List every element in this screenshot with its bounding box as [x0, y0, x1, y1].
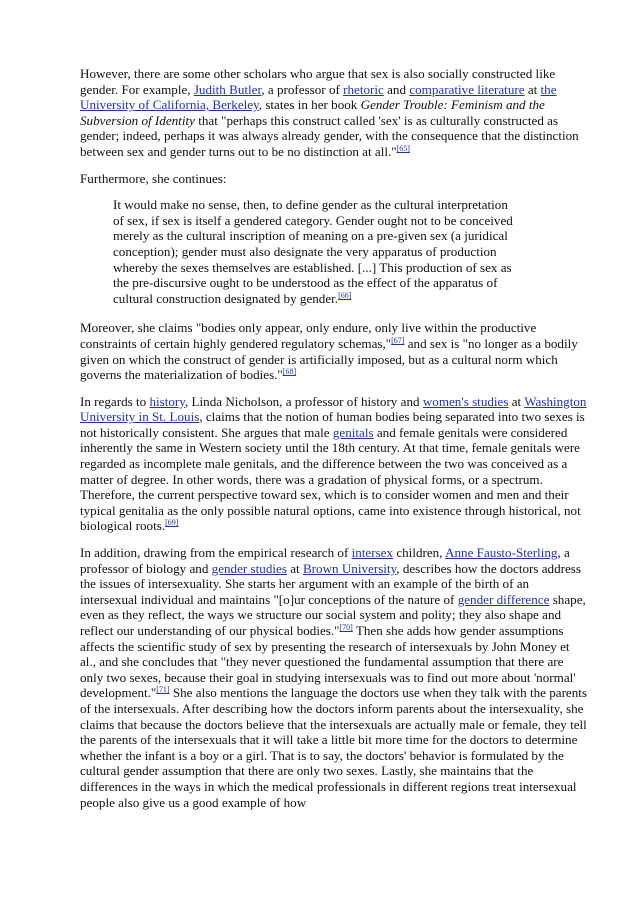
link-judith-butler[interactable]: Judith Butler — [193, 81, 262, 97]
link-intersex[interactable]: intersex — [351, 545, 394, 561]
citation-71[interactable]: [71] — [156, 685, 170, 695]
citation-68[interactable]: [68] — [282, 367, 297, 377]
paragraph-bodies: Moreover, she claims "bodies only appear, only endure, only live within the productive constraints of certain highly gendered regulatory schemas,"[67] and sex is "no longer as a bodily given on which the construct of gender is artificially imposed, but as a cultural norm which governs the materialization of bodies."[68] — [80, 320, 578, 383]
link-uc-berkeley[interactable]: the University of California, Berkeley — [80, 81, 557, 113]
paragraph-history: In regards to history, Linda Nicholson, a professor of history and women's studies at Washington University in St. Louis, claims that the notion of human bodies being separated into two sexes is not historically consistent. She argues that male genitals and female genitals were considered inherently the same in Western society until the 18th century. At that time, female genitals were regarded as incomplete male genitals, and the difference between the two was conceived as a matter of degree. In other words, there was a gradation of physical forms, or a spectrum. Therefore, the current perspective toward sex, which is to consider women and men and their typical genitalia as the only possible natural options, came into existence through historical, not biological roots.[69] — [80, 393, 587, 534]
paragraph-butler-intro: However, there are some other scholars who argue that sex is also socially constructed like gender. For example, Judith Butler, a professor of rhetoric and comparative literature at the University of California, Berkeley, states in her book Gender Trouble: Feminism and the Subversion of Identity that "perhaps this construct called 'sex' is as culturally constructed as gender; indeed, perhaps it was always already gender, with the consequence that the distinction between sex and gender turns out to be no distinction at all."[65] — [80, 66, 579, 159]
citation-67[interactable]: [67] — [391, 335, 405, 345]
link-rhetoric[interactable]: rhetoric — [343, 81, 384, 97]
book-title: Gender Trouble: Feminism and the Subversion of Identity — [80, 97, 545, 128]
link-genitals[interactable]: genitals — [332, 424, 374, 440]
citation-70[interactable]: [70] — [339, 623, 353, 632]
link-comparative-literature[interactable]: comparative literature — [409, 81, 525, 97]
link-history[interactable]: history — [149, 393, 185, 409]
citation-65[interactable]: [65] — [396, 143, 410, 153]
paragraph-continues: Furthermore, she continues: — [80, 170, 227, 186]
citation-66[interactable]: [66] — [338, 290, 352, 300]
link-washington-university[interactable]: Washington University in St. Louis — [80, 393, 587, 425]
link-womens-studies[interactable]: women's studies — [422, 393, 509, 409]
block-quote: It would make no sense, then, to define gender as the cultural interpretation of sex, if sex is itself a gendered category. Gender ought not to be conceived merely as the cultural inscription of meaning on a pre-given sex (a juridical conception); gender must also designate the very apparatus of production whereby the sexes themselves are established. [...] This production of sex as the pre-discursive ought to be understood as the effect of the apparatus of cultural construction designated by gender.[66] — [113, 197, 513, 306]
link-gender-studies[interactable]: gender studies — [211, 560, 287, 576]
citation-69[interactable]: [69] — [165, 518, 179, 528]
link-anne-fausto-sterling[interactable]: Anne Fausto-Sterling — [445, 545, 558, 561]
link-gender-difference[interactable]: gender difference — [457, 591, 550, 607]
link-brown-university[interactable]: Brown University — [302, 560, 397, 576]
paragraph-intersex: In addition, drawing from the empirical research of intersex children, Anne Fausto-Sterling, a professor of biology and gender studies at Brown University, describes how the doctors address the issues of intersexuality. She starts her argument with an example of the birth of an intersexual individual and maintains "[o]ur conceptions of the nature of gender difference shape, even as they reflect, the ways we structure our social system and polity; they also shape and reflect our understanding of our physical bodies."[70] Then she adds how gender assumptions affects the scientific study of sex by presenting the research of intersexuals by John Money et al., and she concludes that "they never questioned the fundamental assumption that there are only two sexes, because their goal in studying intersexuals was to find out more about 'normal' development."[71] She also mentions the language the doctors use when they talk with the parents of the intersexuals. After describing how the doctors inform parents about the intersexuality, she claims that because the doctors believe that the intersexuals are actually male or female, they tell the parents of the intersexuals that it will take a little bit more time for the doctors to determine whether the infant is a boy or a girl. That is to say, the doctors' behavior is formulated by the cultural gender assumption that there are only two sexes. Lastly, she maintains that the differences in the ways in which the medical professionals in different regions treat intersexual people also give us a good example of how — [80, 545, 588, 810]
